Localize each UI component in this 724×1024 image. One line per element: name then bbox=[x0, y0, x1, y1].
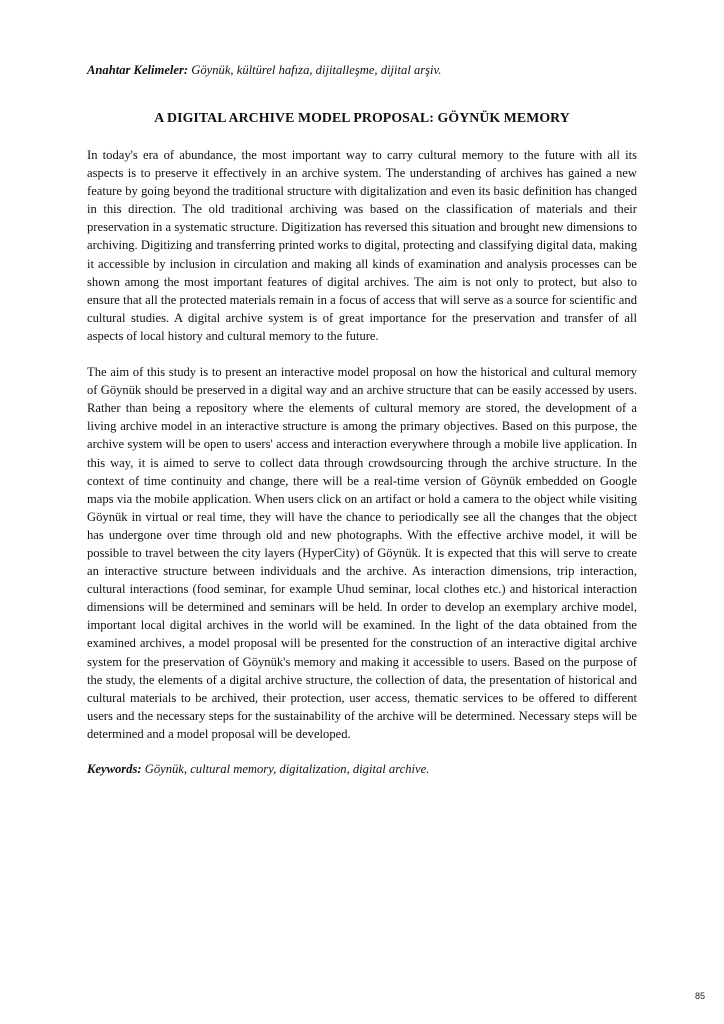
page-number: 85 bbox=[694, 991, 705, 1001]
abstract-paragraph-1: In today's era of abundance, the most important way to carry cultural memory to the future with all its aspects is to preserve it effectively in an archive system. The understanding of archives has gained a new feature by going beyond the traditional structure with digitalization and even its basic definition has changed in this direction. The old traditional archiving was based on the classification of materials and their preservation in a systematic structure. Digitization has reversed this situation and brought new dimensions to archiving. Digitizing and transferring printed works to digital, protecting and classifying digital data, making it accessible by inclusion in circulation and making all kinds of examination and analysis processes can be shown among the most important features of digital archives. The aim is not only to protect, but also to ensure that all the protected materials remain in a focus of access that will serve as a source for scientific and cultural studies. A digital archive system is of great importance for the preservation and transfer of all aspects of local history and cultural memory to the future. bbox=[87, 148, 637, 343]
english-keywords-text: Göynük, cultural memory, digitalization, digital archive. bbox=[144, 762, 430, 776]
abstract-paragraph-2: The aim of this study is to present an interactive model proposal on how the historical and cultural memory of Göynük should be preserved in a digital way and an archive structure that can be easily accessed by users. Rather than being a repository where the elements of cultural memory are stored, the development of a living archive model in an interactive structure is among the primary objectives. Based on this purpose, the archive system will be open to users' access and interaction everywhere through a mobile live application. In this way, it is aimed to serve to collect data through crowdsourcing through the archive structure. In the context of time continuity and change, there will be a real-time version of Göynük embedded on Google maps via the mobile application. When users click on an artifact or hold a camera to the object while visiting Göynük in virtual or real time, they will have the chance to periodically see all the changes that the object has undergone over time through old and new photographs. With the effective archive model, it will be possible to travel between the city layers (HyperCity) of Göynük. It is expected that this will serve to create an interactive structure between individuals and the archive. As interaction dimensions, trip interaction, cultural interactions (food seminar, for example Uhud seminar, local clothes etc.) and historical interaction dimensions will be determined and seminars will be held. In order to develop an exemplary archive model, important local digital archives in the world will be examined. In the light of the data obtained from the examined archives, a model proposal will be presented for the construction of an interactive digital archive system for the preservation of Göynük's memory and making it accessible to users. Based on the purpose of the study, the elements of a digital archive structure, the collection of data, the presentation of historical and cultural materials to be archived, their protection, user access, thematic services to be offered to different users and the necessary steps for the sustainability of the archive will be determined. Necessary steps will be determined and a model proposal will be developed. bbox=[87, 365, 637, 741]
turkish-keywords bbox=[87, 62, 637, 79]
english-keywords bbox=[87, 761, 637, 778]
page-content bbox=[87, 62, 637, 778]
turkish-keywords-text: Göynük, kültürel hafıza, dijitalleşme, dijital arşiv. bbox=[191, 63, 442, 77]
turkish-keywords-label: Anahtar Kelimeler: bbox=[87, 63, 189, 77]
article-title: A DIGITAL ARCHIVE MODEL PROPOSAL: GÖYNÜK MEMORY bbox=[154, 110, 570, 125]
english-keywords-label: Keywords: bbox=[87, 762, 142, 776]
